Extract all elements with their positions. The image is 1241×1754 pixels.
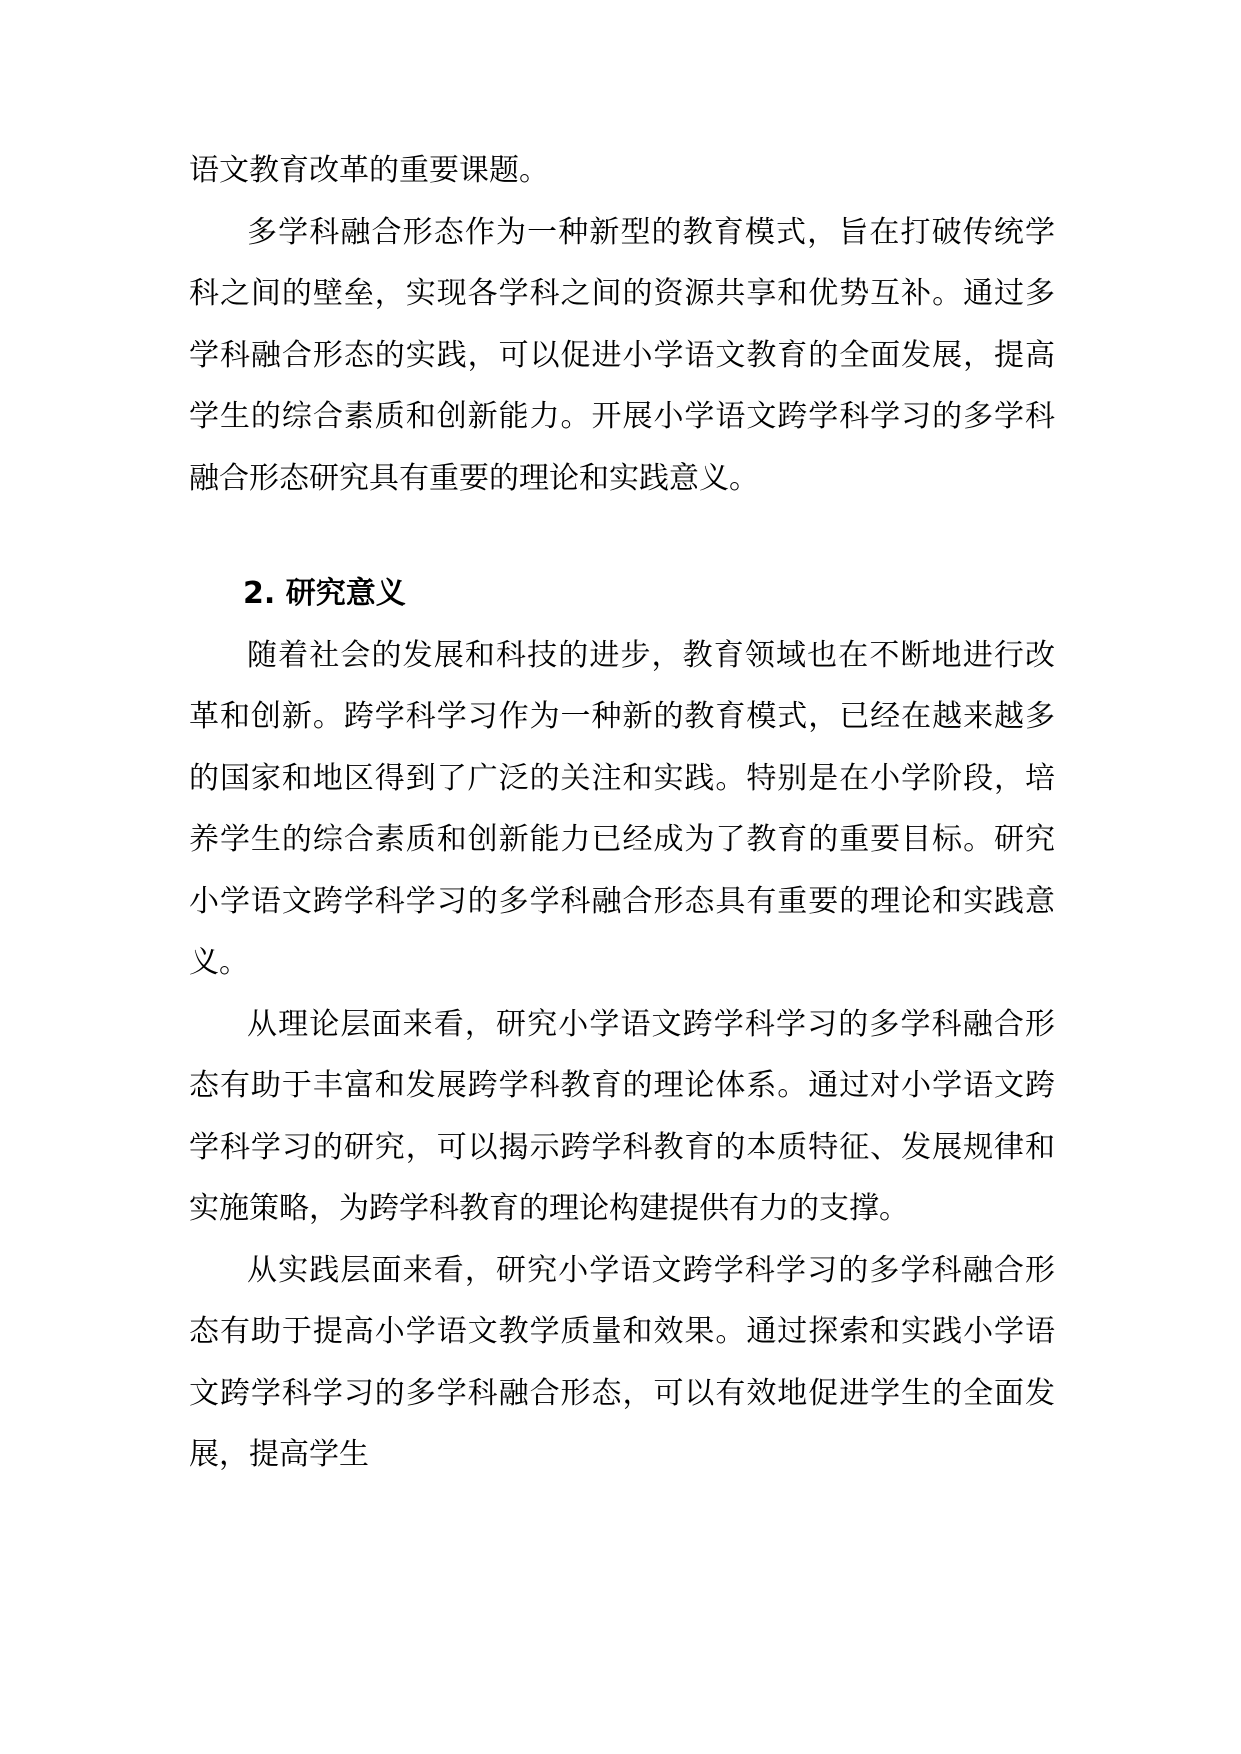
paragraph-practical-significance: 从实践层面来看，研究小学语文跨学科学习的多学科融合形态有助于提高小学语文教学质量和效果。通过探索和实践小学语文跨学科学习的多学科融合形态，可以有效地促进学生的全面发展，提高学生 [189, 1252, 1055, 1472]
document-body [189, 140, 1055, 1486]
section-heading: 2. 研究意义 [243, 576, 406, 611]
paragraph-continuation: 语文教育改革的重要课题。 [189, 153, 549, 188]
paragraph-multidisciplinary-integration: 多学科融合形态作为一种新型的教育模式，旨在打破传统学科之间的壁垒，实现各学科之间的资源共享和优势互补。通过多学科融合形态的实践，可以促进小学语文教育的全面发展，提高学生的综合素质和创新能力。开展小学语文跨学科学习的多学科融合形态研究具有重要的理论和实践意义。 [189, 214, 1055, 496]
paragraph-background: 随着社会的发展和科技的进步，教育领域也在不断地进行改革和创新。跨学科学习作为一种新的教育模式，已经在越来越多的国家和地区得到了广泛的关注和实践。特别是在小学阶段，培养学生的综合素质和创新能力已经成为了教育的重要目标。研究小学语文跨学科学习的多学科融合形态具有重要的理论和实践意义。 [189, 637, 1055, 980]
paragraph-theoretical-significance: 从理论层面来看，研究小学语文跨学科学习的多学科融合形态有助于丰富和发展跨学科教育的理论体系。通过对小学语文跨学科学习的研究，可以揭示跨学科教育的本质特征、发展规律和实施策略，为跨学科教育的理论构建提供有力的支撑。 [189, 1006, 1055, 1226]
spacer [189, 509, 1055, 563]
